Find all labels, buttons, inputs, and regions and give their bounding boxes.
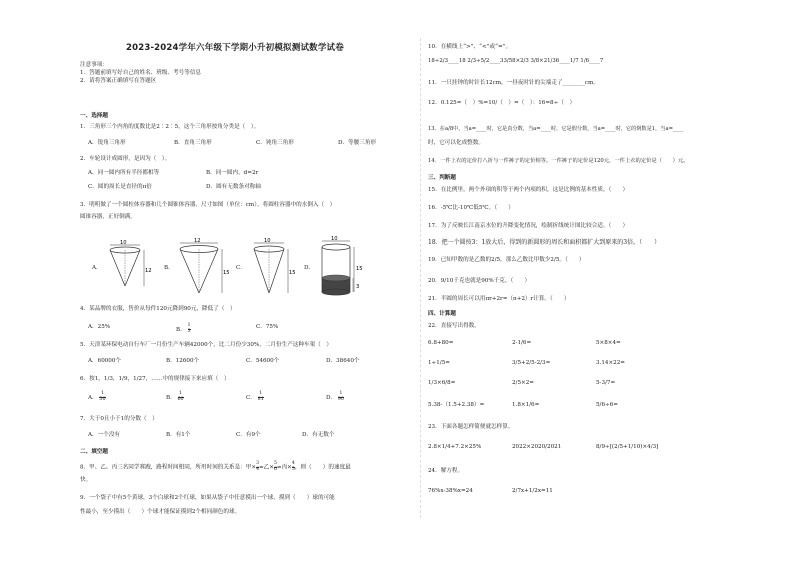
question-8-line2: 快。 — [80, 477, 92, 483]
q5-option-b: B．12600个 — [166, 358, 200, 364]
cone-figure-c — [248, 238, 300, 300]
left-column — [76, 0, 416, 562]
question-9-line2: 性最小，至少摸出（ ）个球才能保证摸到2个相同颜色的球。 — [80, 509, 241, 515]
q7-option-b: B．有1个 — [166, 432, 191, 438]
question-15: 15．在比例里，两个外项的积等于两个内项的积，这是比例的基本性质。（ ） — [428, 187, 629, 193]
simplify-item: 2.8×1/4+7.2×25% — [428, 444, 482, 450]
q4-option-b: B． $\frac{1}{3}$ — [176, 323, 191, 334]
question-16: 16．-5℃比-10℃低5℃。（ ） — [428, 205, 514, 211]
question-13-line1: 13．在a/8中，当a=____时，它是真分数，当a=____时，它是假分数，当a=____时，它的倒数是1，当a=____ — [428, 126, 684, 132]
notes-heading: 注意事项： — [80, 62, 108, 68]
question-22: 22．直接写出得数。 — [428, 323, 480, 329]
q2-option-b: B．同一圆内，d=2r — [206, 170, 259, 176]
section-heading-choice: 一、选择题 — [80, 113, 108, 119]
question-11: 11．一只挂钟的时针长12cm，一昼夜时针的尖端走了________cm。 — [428, 80, 599, 86]
q1-option-c: C．钝角三角形 — [256, 140, 294, 146]
cone-figure-b — [176, 238, 232, 300]
question-12: 12．0.125=（ ）%=10/（ ）=（ ）：16=8÷（ ） — [428, 100, 576, 106]
q2-option-c: C．圆的周长是直径的π倍 — [88, 184, 152, 190]
svg-text:10: 10 — [120, 240, 127, 246]
q6-option-c: C． $\frac{1}{81}$ — [246, 391, 264, 402]
q3-option-d: D． — [304, 265, 315, 271]
cone-figure-a — [104, 240, 154, 295]
calc-item: 5×8×4= — [596, 340, 621, 346]
note-item: 2．请将答案正确填写在答题区 — [80, 78, 157, 84]
q5-option-d: D．38640个 — [326, 358, 360, 364]
calc-item: 5/6÷6= — [596, 402, 618, 408]
svg-text:12: 12 — [145, 268, 152, 274]
calc-item: 1÷1/5= — [428, 360, 450, 366]
svg-text:3: 3 — [356, 284, 360, 290]
simplify-item: 2022×2020/2021 — [512, 444, 562, 450]
calc-item: 1.8×1/6= — [512, 402, 540, 408]
question-17: 17．为了反映长江南京水位的升降变化情况，绘制折线统计图比较合适。（ ） — [428, 223, 629, 229]
svg-text:12: 12 — [194, 238, 201, 244]
q3-option-a: A． — [92, 265, 102, 271]
question-9-line1: 9．一个袋子中有5个黄球，3个白球和2个红球，如果从袋子中任意摸出一个球，摸到（ ）球的可能 — [80, 495, 335, 501]
question-10: 10．在横线上“>”、“<”或“=”。 — [428, 44, 512, 50]
q4-option-c: C．75% — [256, 324, 279, 330]
q1-option-d: D．等腰三角形 — [338, 140, 377, 146]
calc-item: 5.38-（1.5+2.38）= — [428, 402, 485, 408]
question-2: 2．车轮设计成圆形，是因为（ ）。 — [80, 156, 171, 162]
q6-option-d: D． $\frac{1}{90}$ — [326, 391, 344, 402]
question-8-line1: 8．甲、乙、丙三名同学赛跑，路程时间相同，所用时间的关系是：甲× $\frac{3}{4}$ =乙× $\frac{5}{6}$ =丙× $\frac{4}{5}$ ，则（ ）的速度最 — [80, 461, 351, 472]
question-7: 7．大于0且小于1的分数（ ） — [80, 416, 158, 422]
q1-option-a: A．锐角三角形 — [88, 140, 126, 146]
question-4: 4．某品牌的衣服，售价从每件120元降到90元，降低了（ ） — [80, 306, 236, 312]
simplify-item: 8/9÷[(2/5+1/10)×4/3] — [596, 444, 659, 450]
section-heading-calc: 四、计算题 — [428, 311, 456, 317]
column-divider — [420, 38, 421, 518]
q3-option-b: B． — [164, 265, 174, 271]
q5-option-c: C．54600个 — [246, 358, 280, 364]
q7-option-d: D．有无数个 — [302, 432, 335, 438]
svg-text:10: 10 — [264, 238, 271, 244]
note-item: 1．答题前填写好自己的姓名、班级、考号等信息 — [80, 70, 202, 76]
equation-item: 2/7x+1/2x=11 — [512, 488, 553, 494]
cylinder-figure-d — [314, 236, 370, 300]
equation-item: 76%x-38%x=24 — [428, 488, 473, 494]
question-13-line2: 时，它可以化成整数。 — [428, 140, 484, 146]
q7-option-a: A．一个没有 — [88, 432, 121, 438]
svg-text:15: 15 — [289, 270, 296, 276]
question-1: 1．三角形三个内角的度数比是2∶2∶5，这个三角形按角分类是（ ）。 — [80, 124, 260, 130]
question-3-line2: 圆锥容器，正好倒满。 — [80, 214, 136, 220]
svg-text:15: 15 — [356, 266, 363, 272]
calc-item: 3.14×22= — [596, 360, 625, 366]
q5-option-a: A．60000个 — [88, 358, 122, 364]
calc-item: 6.8+80= — [428, 340, 454, 346]
calc-item: 2/5×2= — [512, 380, 534, 386]
q1-option-b: B．直角三角形 — [174, 140, 212, 146]
calc-item: 5-3/7= — [596, 380, 616, 386]
question-21: 21．半圆的周长可以用πr+2r=（π+2）r计算。（ ） — [428, 296, 570, 302]
question-18: 18．把一个圆按3：1放大后，得到的新圆形的周长和面积都扩大到原来的3倍。（ ） — [428, 239, 661, 246]
section-heading-judge: 三、判断题 — [428, 175, 456, 181]
calc-item: 1/3×6/8= — [428, 380, 456, 386]
q2-option-d: D．圆有无数条对称轴 — [206, 184, 261, 190]
svg-text:15: 15 — [223, 270, 230, 276]
question-19: 19．已知甲数的是乙数的2/5，那么乙数比甲数少2/5。（ ） — [428, 257, 585, 263]
q6-option-a: A． $\frac{1}{30}$ — [88, 391, 106, 402]
question-6: 6．按1，1/3，1/9，1/27，……中的规律接下来应填（ ） — [80, 376, 230, 382]
q7-option-c: C．有9个 — [236, 432, 261, 438]
question-14: 14．一件上衣的定价打八折与一件裤子的定价相等。一件裤子的定价是120元，一件上衣的定价是（ ）元。 — [428, 158, 689, 164]
question-20: 20．9/10千克也就是90%千克。（ ） — [428, 278, 531, 284]
page-title: 2023-2024学年六年级下学期小升初模拟测试数学试卷 — [126, 43, 344, 53]
right-column — [428, 0, 728, 562]
question-3-line1: 3．明明做了一个圆柱体容器和几个圆锥体容器，尺寸如图（单位：cm）。将圆柱容器中的水倒入（ ） — [80, 202, 336, 208]
q3-option-c: C． — [236, 265, 246, 271]
calc-item: 3/5+2/5-2/3= — [512, 360, 551, 366]
q2-option-a: A．同一圆内所有半径都相等 — [88, 170, 160, 176]
svg-text:10: 10 — [331, 236, 338, 242]
question-5: 5．天津某环保电动自行车厂一月份生产车辆42000个，比二月份少30%，二月份生产这种车架（ ） — [80, 342, 332, 348]
question-24: 24．解方程。 — [428, 468, 464, 474]
q6-option-b: B． $\frac{1}{60}$ — [166, 391, 184, 402]
q4-option-a: A．25% — [88, 324, 111, 330]
section-heading-fill: 二、填空题 — [80, 449, 108, 455]
calc-item: 2-1/6= — [512, 340, 532, 346]
question-10-expressions: 18÷2/3____18 2/3÷5/2____33/58×2/3 3/8×21/36____1/7 1/6____7 — [428, 58, 604, 64]
question-23: 23．下面各题怎样简便就怎样算。 — [428, 424, 514, 430]
